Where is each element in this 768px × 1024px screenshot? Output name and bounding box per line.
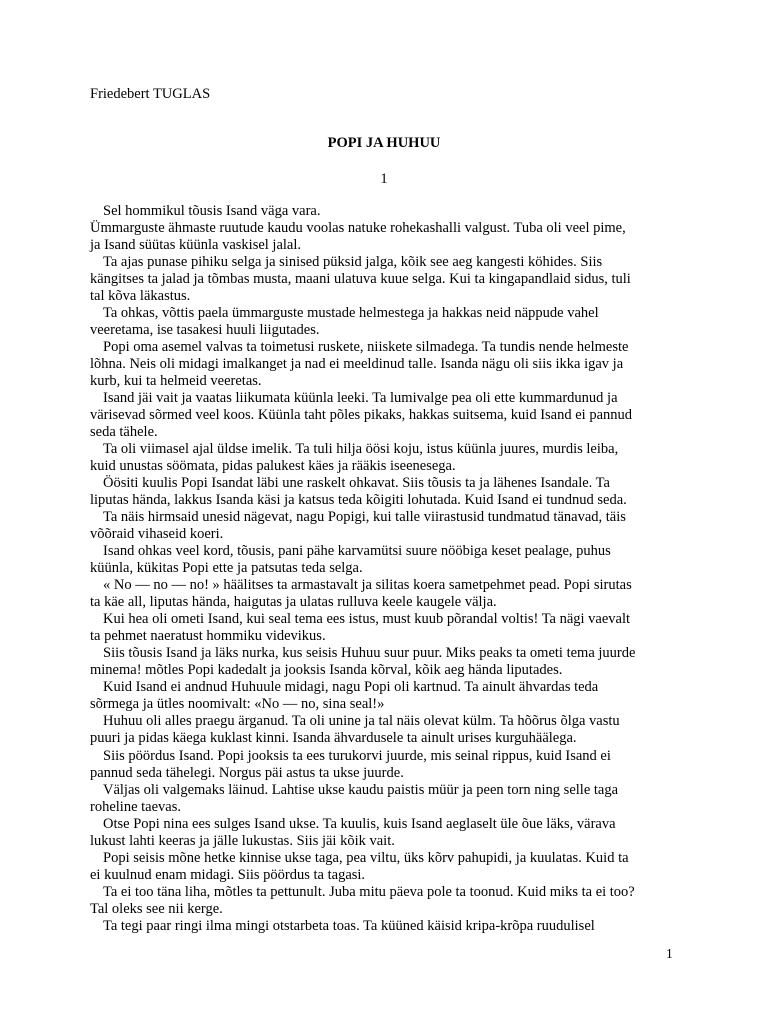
text-line: Öösiti kuulis Popi Isandat läbi une raskelt ohkavat. Siis tõusis ta ja lähenes Isandale. Ta: [103, 475, 610, 492]
text-line: Väljas oli valgemaks läinud. Lahtise ukse kaudu paistis müür ja peen torn ning selle taga: [103, 781, 619, 798]
text-line: Popi seisis mõne hetke kinnise ukse taga, pea viltu, üks kõrv pahupidi, ja kuulatas. Kuid ta: [103, 849, 629, 866]
text-line: värisevad sõrmed veel koos. Küünla taht põles pikaks, hakkas suitsema, kuid Isand ei pannud: [90, 407, 633, 424]
story-title: POPI JA HUHUU: [327, 135, 441, 151]
text-line: Ta tegi paar ringi ilma mingi otstarbeta toas. Ta küüned käisid kripa-krõpa ruudulisel: [103, 917, 595, 934]
text-line: Isand jäi vait ja vaatas liikumata küünla leeki. Ta lumivalge pea oli ette kummardunud ja: [103, 390, 618, 407]
text-line: Ümmarguste ähmaste ruutude kaudu voolas natuke rohekashalli valgust. Tuba oli veel pime,: [90, 220, 626, 237]
text-line: liputas hända, lakkus Isanda käsi ja katsus teda kõigiti lohutada. Kuid Isand ei tundnud seda.: [90, 492, 627, 509]
text-line: võõraid vihaseid koeri.: [90, 526, 224, 543]
text-line: Ta ei too täna liha, mõtles ta pettunult. Juba mitu päeva pole ta toonud. Kuid miks ta ei too?: [103, 883, 635, 900]
text-line: Popi oma asemel valvas ta toimetusi ruskete, niiskete silmadega. Ta tundis nende helmeste: [103, 339, 629, 356]
text-line: Siis pöördus Isand. Popi jooksis ta ees turukorvi juurde, mis seinal rippus, kuid Isand ei: [103, 747, 611, 764]
text-line: lukust lahti keeras ja jälle lukustas. Siis jäi kõik vait.: [90, 832, 395, 849]
text-line: Ta oli viimasel ajal üldse imelik. Ta tuli hilja öösi koju, istus küünla juures, murdis leiba,: [103, 441, 619, 458]
text-line: Kuid Isand ei andnud Huhuule midagi, nagu Popi oli kartnud. Ta ainult ähvardas teda: [103, 679, 599, 696]
text-line: Tal oleks see nii kerge.: [90, 900, 223, 917]
text-line: puuri ja pidas käega kuklast kinni. Isanda ähvardusele ta ainult urises kurguhäälega.: [90, 730, 577, 747]
text-line: Ta näis hirmsaid unesid nägevat, nagu Popigi, kui talle viirastusid tundmatud tänavad, täis: [103, 509, 626, 526]
text-line: lõhna. Neis oli midagi imalkanget ja nad ei meeldinud talle. Isanda nägu oli siis ikka igav ja: [90, 356, 624, 373]
text-line: Ta ajas punase pihiku selga ja sinised püksid jalga, kõik see aeg kangesti köhides. Siis: [103, 254, 603, 271]
text-line: tal kõva läkastus.: [90, 288, 191, 305]
text-line: kängitses ta jalad ja tõmbas musta, maani ulatuva kuue selga. Kui ta kingapandlaid sidus, tuli: [90, 271, 631, 288]
text-line: « No — no — no! » häälitses ta armastavalt ja silitas koera sametpehmet pead. Popi sirutas: [103, 577, 632, 594]
text-line: ja Isand süütas küünla vaskisel jalal.: [90, 237, 302, 254]
story-body: [90, 203, 690, 935]
author-name: Friedebert TUGLAS: [90, 86, 211, 102]
text-line: ei kuulnud enam midagi. Siis pöördus ta tagasi.: [90, 866, 366, 883]
text-line: Ta ohkas, võttis paela ümmarguste mustade helmestega ja hakkas neid näppude vahel: [103, 305, 599, 322]
text-line: Sel hommikul tõusis Isand väga vara.: [103, 203, 321, 219]
text-line: kuid unustas söömata, pidas palukest käes ja rääkis iseenesega.: [90, 458, 456, 475]
text-line: roheline taevas.: [90, 798, 181, 815]
text-line: kurb, kui ta helmeid veeretas.: [90, 373, 262, 390]
text-line: sõrmega ja ütles noomivalt: «No — no, sina seal!»: [90, 696, 385, 713]
text-line: ta pehmet naeratust hommiku videvikus.: [90, 628, 326, 645]
text-line: Huhuu oli alles praegu ärganud. Ta oli unine ja tal näis olevat külm. Ta hõõrus õlga vastu: [103, 713, 620, 730]
text-line: seda tähele.: [90, 424, 158, 441]
chapter-number: 1: [380, 171, 388, 187]
text-line: veeretama, ise tasakesi huuli liigutades.: [90, 322, 320, 339]
text-line: Otse Popi nina ees sulges Isand ukse. Ta kuulis, kuis Isand aeglaselt üle õue läks, värava: [103, 815, 616, 832]
text-line: Kui hea oli ometi Isand, kui seal tema ees istus, must kuub põrandal voltis! Ta nägi vaevalt: [103, 611, 631, 628]
text-line: Isand ohkas veel kord, tõusis, pani pähe karvamütsi suure nööbiga keset pealage, puhus: [103, 543, 611, 560]
page-number: 1: [666, 946, 673, 961]
text-line: küünla, kükitas Popi ette ja patsutas teda selga.: [90, 560, 363, 577]
text-line: Siis tõusis Isand ja läks nurka, kus seisis Huhuu suur puur. Miks peaks ta ometi tema juurde: [103, 645, 636, 662]
text-line: pannud seda tähelegi. Norgus päi astus ta ukse juurde.: [90, 764, 404, 781]
text-line: ta käe all, liputas hända, haigutas ja ulatas rulluva keele kaugele välja.: [90, 594, 497, 611]
text-line: minema! mõtles Popi kadedalt ja jooksis Isanda kõrval, kõik aeg hända liputades.: [90, 662, 563, 679]
